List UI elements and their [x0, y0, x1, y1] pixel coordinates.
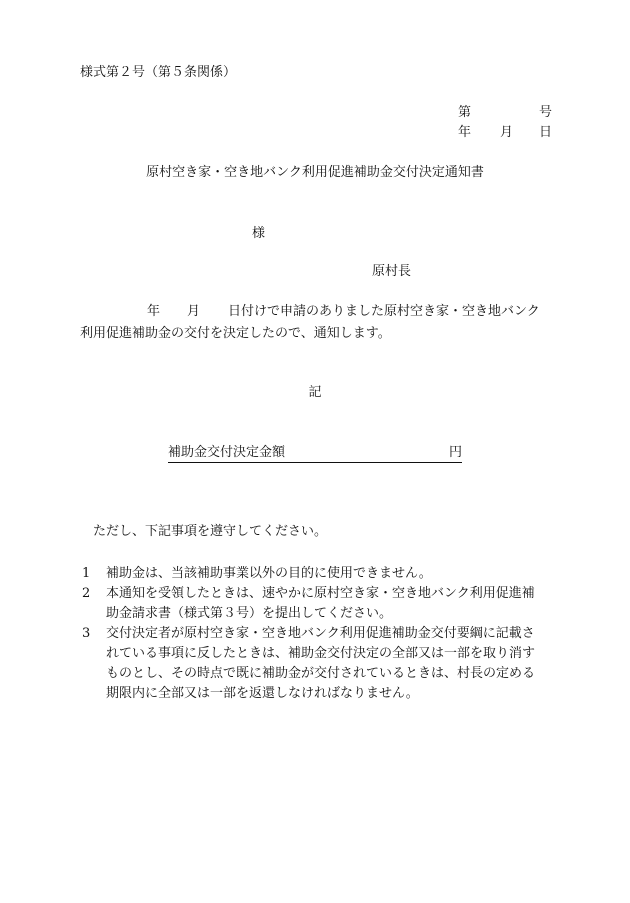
sender: 原村長 [372, 264, 412, 279]
body-month-label: 月 [187, 304, 201, 319]
item-1-line-1: 補助金は、当該補助事業以外の目的に使用できません。 [106, 566, 432, 581]
amount-row [168, 446, 462, 463]
item-3-line-1: 交付決定者が原村空き家・空き地バンク利用促進補助金交付要綱に記載さ [106, 626, 535, 641]
item-3-line-4: 期限内に全部又は一部を返還しなければなりません。 [106, 686, 419, 701]
doc-number-suffix: 号 [538, 105, 552, 120]
notice-intro: ただし、下記事項を遵守してください。 [93, 524, 328, 539]
addressee: 様 [252, 226, 266, 241]
body-paragraph-line-2: 利用促進補助金の交付を決定したので、通知します。 [80, 326, 391, 341]
amount-unit: 円 [448, 445, 462, 460]
date-year-label: 年 [458, 125, 472, 140]
item-2-line-2: 助金請求書（様式第３号）を提出してください。 [106, 606, 393, 621]
item-3-line-3: ものとし、その時点で既に補助金が交付されているときは、村長の定める [106, 666, 536, 681]
document-title: 原村空き家・空き地バンク利用促進補助金交付決定通知書 [146, 165, 484, 180]
item-2-line-1: 本通知を受領したときは、速やかに原村空き家・空き地バンク利用促進補 [106, 586, 535, 601]
item-2-number: 2 [82, 586, 91, 601]
date-day-label: 日 [538, 125, 552, 140]
ki-heading: 記 [308, 385, 322, 400]
form-number: 様式第２号（第５条関係） [80, 65, 237, 80]
body-year-label: 年 [147, 304, 161, 319]
item-1-number: 1 [82, 566, 91, 581]
amount-label: 補助金交付決定金額 [168, 445, 286, 460]
date-month-label: 月 [500, 125, 514, 140]
doc-number-prefix: 第 [458, 105, 472, 120]
item-3-number: 3 [82, 626, 91, 641]
item-3-line-2: れている事項に反したときは、補助金交付決定の全部又は一部を取り消す [106, 646, 536, 661]
body-line1-text: 日付けで申請のありました原村空き家・空き地バンク [228, 304, 540, 319]
